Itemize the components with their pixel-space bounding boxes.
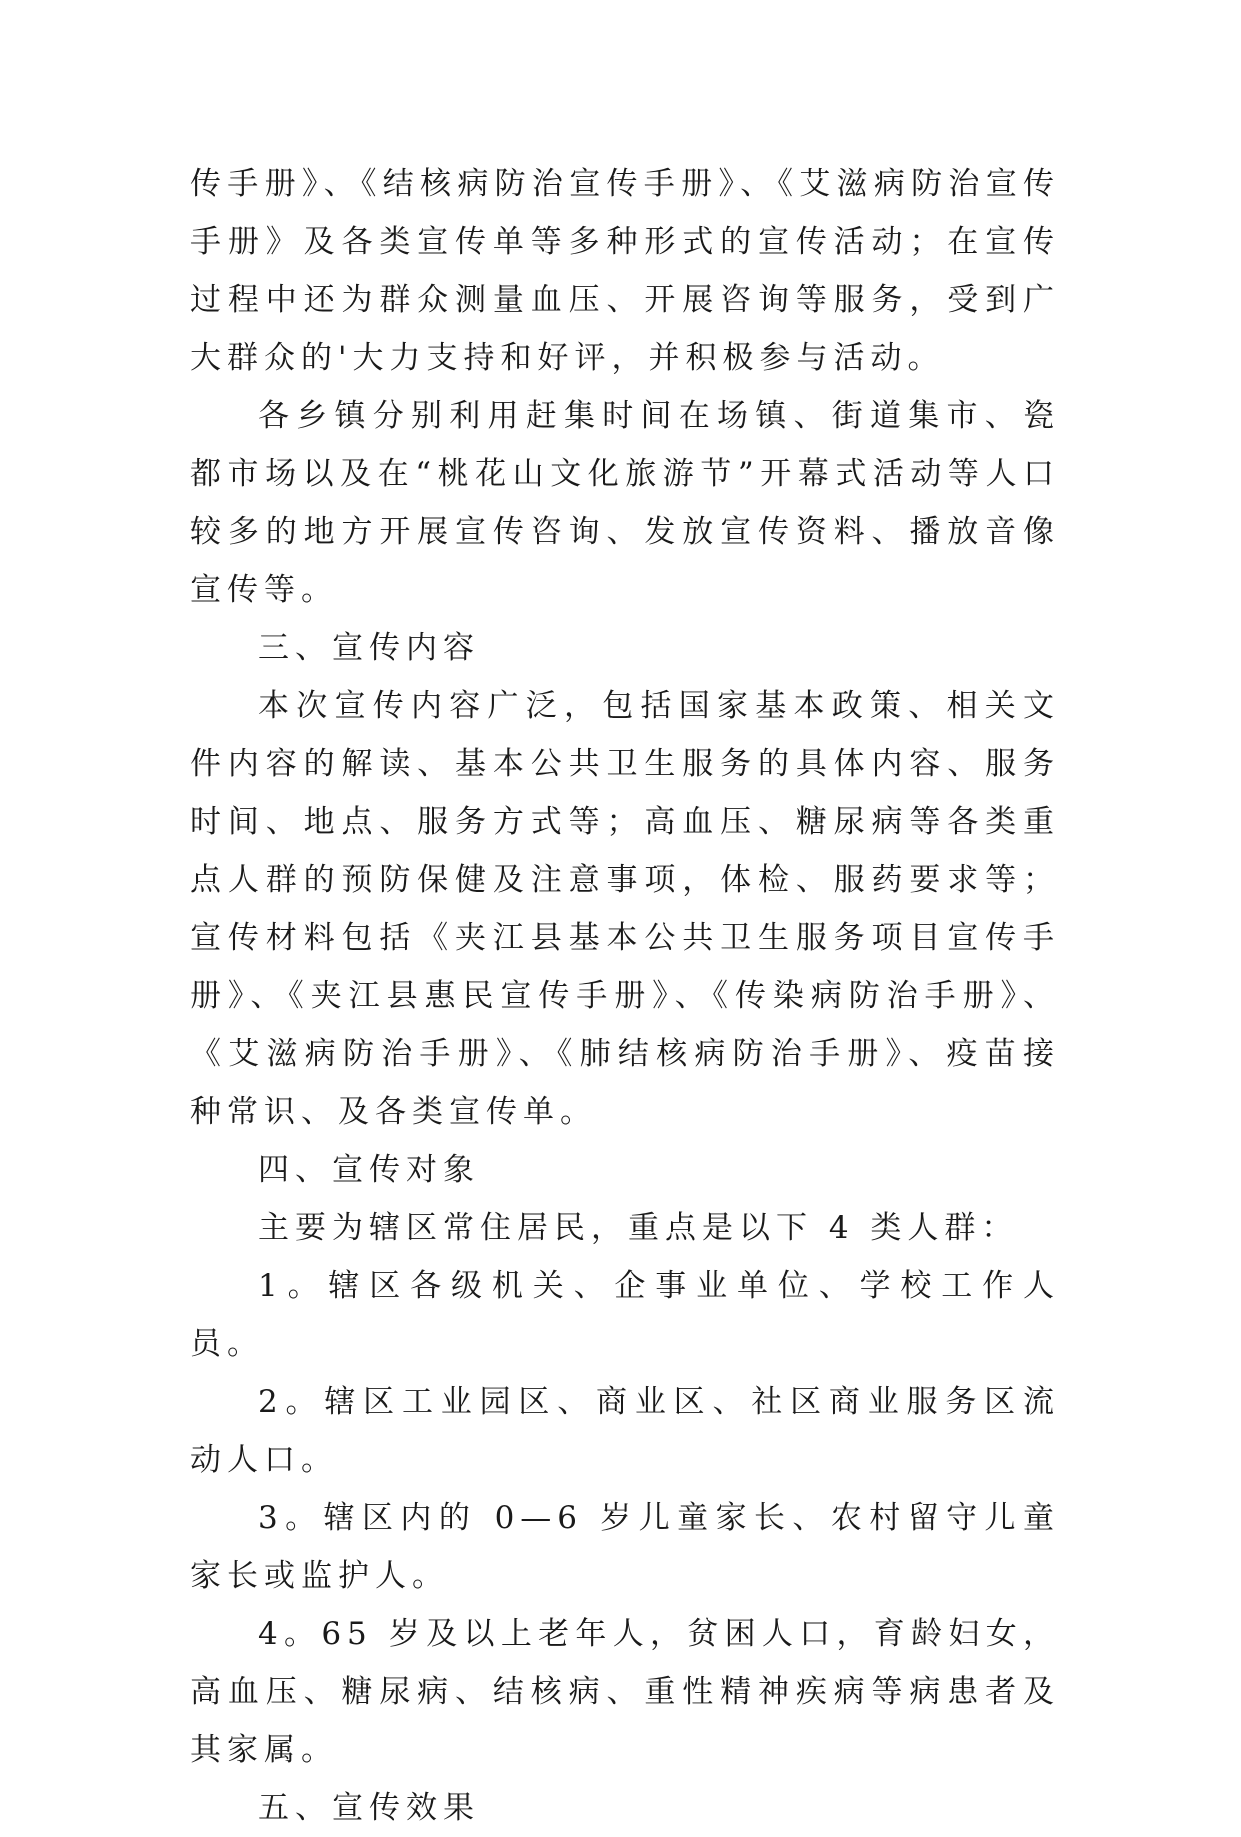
section-heading-content: 三、宣传内容: [258, 630, 480, 666]
document-body: [190, 155, 1060, 1837]
paragraph-materials-continued: 传手册》、《结核病防治宣传手册》、《艾滋病防治宣传手册》及各类宣传单等多种形式的宣传活动；在宣传过程中还为群众测量血压、开展咨询等服务，受到广大群众的'大力支持和好评，并积极参与活动。: [190, 166, 1060, 376]
list-item-audience-3: 3。辖区内的 0—6 岁儿童家长、农村留守儿童家长或监护人。: [190, 1500, 1060, 1594]
paragraph-content-details: 本次宣传内容广泛，包括国家基本政策、相关文件内容的解读、基本公共卫生服务的具体内容、服务时间、地点、服务方式等；高血压、糖尿病等各类重点人群的预防保健及注意事项，体检、服药要求等；宣传材料包括《夹江县基本公共卫生服务项目宣传手册》、《夹江县惠民宣传手册》、《传染病防治手册》、《艾滋病防治手册》、《肺结核病防治手册》、疫苗接种常识、及各类宣传单。: [190, 688, 1060, 1130]
list-item-audience-2: 2。辖区工业园区、商业区、社区商业服务区流动人口。: [190, 1384, 1060, 1478]
list-item-audience-4: 4。65 岁及以上老年人，贫困人口，育龄妇女，高血压、糖尿病、结核病、重性精神疾病等病患者及其家属。: [190, 1616, 1060, 1768]
list-item-audience-1: 1。辖区各级机关、企事业单位、学校工作人员。: [190, 1268, 1060, 1362]
paragraph-audience-intro: 主要为辖区常住居民，重点是以下 4 类人群：: [258, 1210, 1019, 1246]
section-heading-effect: 五、宣传效果: [258, 1790, 480, 1826]
section-heading-audience: 四、宣传对象: [258, 1152, 480, 1188]
paragraph-township-activities: 各乡镇分别利用赶集时间在场镇、街道集市、瓷都市场以及在“桃花山文化旅游节”开幕式活动等人口较多的地方开展宣传咨询、发放宣传资料、播放音像宣传等。: [190, 398, 1060, 608]
